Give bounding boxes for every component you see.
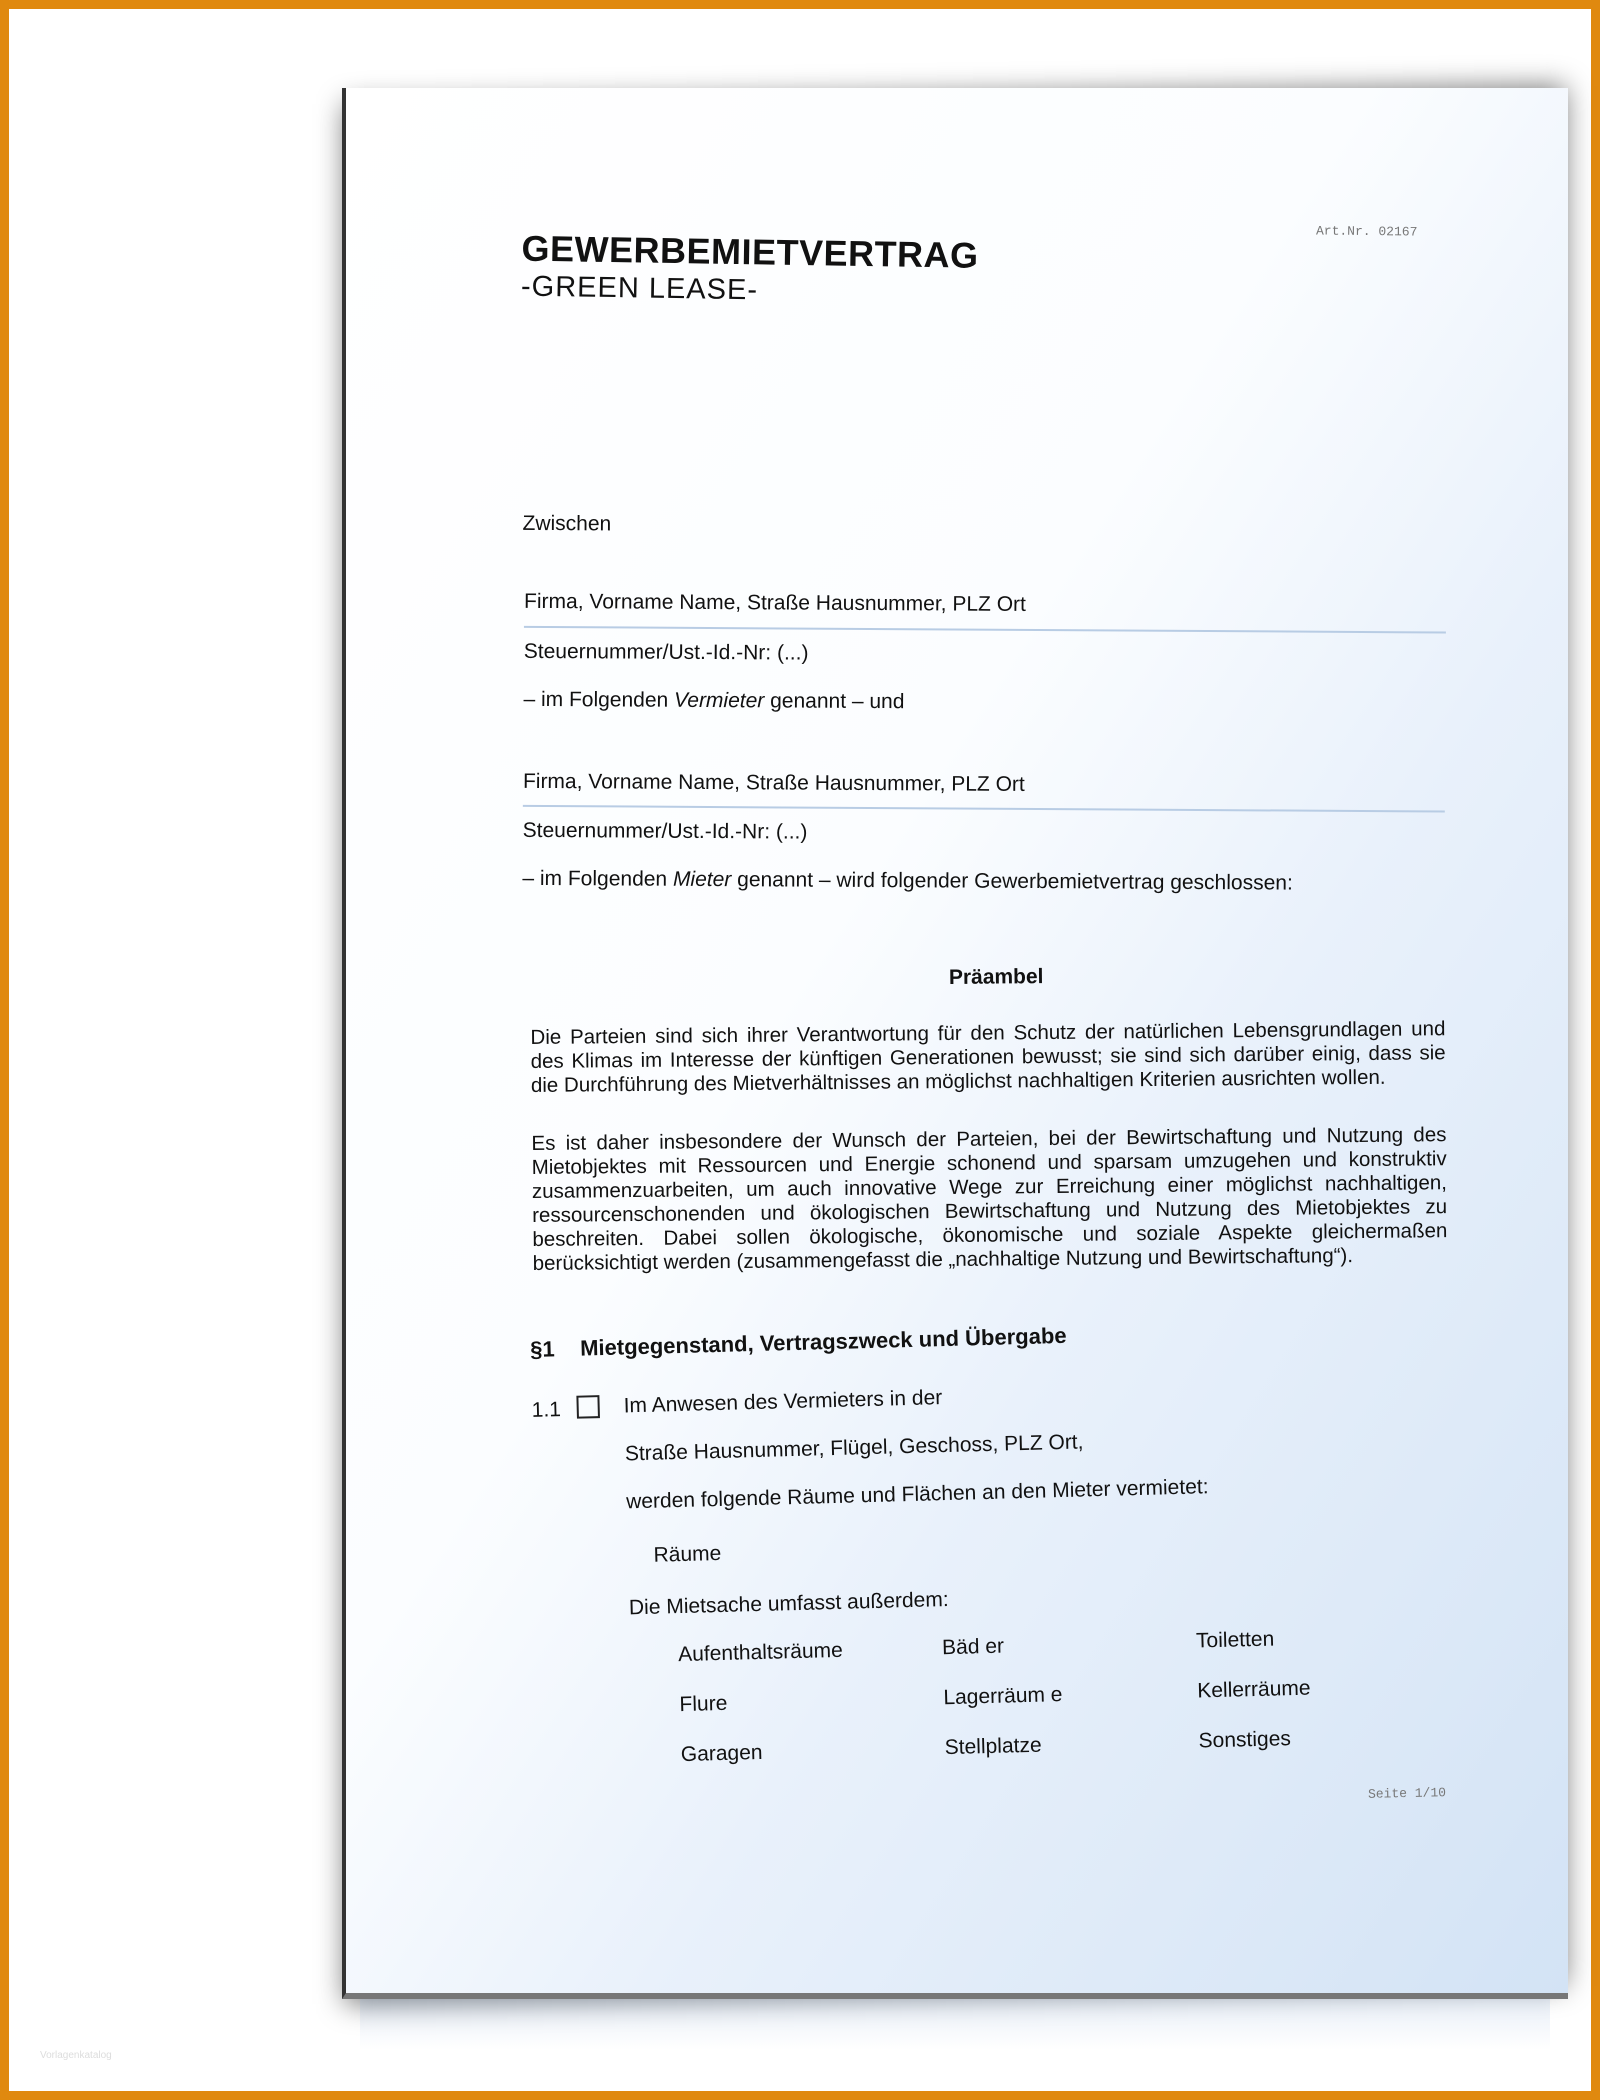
party1-address: Firma, Vorname Name, Straße Hausnummer, PLZ Ort	[524, 589, 1026, 616]
col1-item: Aufenthaltsräume	[677, 1638, 844, 1667]
col3-item: Toiletten	[1195, 1627, 1275, 1653]
clause-line-1: Im Anwesen des Vermieters in der	[623, 1386, 943, 1418]
party2-address: Firma, Vorname Name, Straße Hausnummer, PLZ Ort	[522, 769, 1025, 796]
party1-role-name: Vermieter	[674, 688, 765, 713]
document-page	[342, 88, 1568, 1999]
document-content	[346, 88, 1568, 1993]
article-number: Art.Nr. 02167	[1315, 223, 1418, 240]
party1-role-suffix: genannt – und	[764, 689, 905, 714]
party2-tax: Steuernummer/Ust.-Id.-Nr: (...)	[522, 818, 808, 844]
col1-item: Garagen	[680, 1740, 763, 1767]
clause-checkbox[interactable]	[576, 1395, 600, 1419]
col1-item: Flure	[679, 1691, 728, 1717]
rooms-label: Räume	[653, 1541, 722, 1567]
between-label: Zwischen	[522, 511, 612, 536]
clause-line-2: Straße Hausnummer, Flügel, Geschoss, PLZ Ort,	[624, 1430, 1084, 1466]
preamble-heading: Präambel	[948, 965, 1044, 989]
col2-item: Bäd er	[941, 1634, 1005, 1660]
party2-role-prefix: – im Folgenden	[522, 866, 674, 891]
col3-item: Sonstiges	[1198, 1727, 1292, 1753]
col3-item: Kellerräume	[1197, 1676, 1311, 1703]
col2-item: Stellplatze	[944, 1733, 1042, 1760]
clause-line-3: werden folgende Räume und Flächen an den Mieter vermietet:	[625, 1475, 1209, 1514]
section1-heading: Mietgegenstand, Vertragszweck und Übergabe	[579, 1322, 1067, 1361]
watermark: Vorlagenkatalog	[40, 2050, 112, 2061]
page-number: Seite 1/10	[1367, 1785, 1447, 1802]
party1-tax: Steuernummer/Ust.-Id.-Nr: (...)	[523, 639, 809, 665]
preamble-paragraph-2: Es ist daher insbesondere der Wunsch der Parteien, bei der Bewirtschaftung und Nutzung des Mietobjektes mit Ressourcen und Energie schonend und sparsam umzugehen und konstruktiv zusammenzuarbeiten, um auch innovative Wege zur Erreichung einer möglichst nachhaltigen, ressourcenschonenden und ökologischen Bewirtschaftung und Nutzung des Mietobjektes zu beschreiten. Dabei sollen ökologische, ökonomische und soziale Aspekte gleichermaßen berücksichtigt werden (zusammengefasst die „nachhaltige Nutzung und Bewirtschaftung“).	[531, 1123, 1448, 1275]
clause-number: 1.1	[531, 1398, 562, 1422]
includes-label: Die Mietsache umfasst außerdem:	[628, 1588, 949, 1620]
col2-item: Lagerräum e	[943, 1683, 1063, 1710]
section1-block	[342, 88, 1568, 1999]
document-subtitle: -GREEN LEASE-	[520, 270, 759, 307]
page-reflection	[360, 1990, 1550, 2050]
section1-number: §1	[529, 1336, 555, 1362]
document-title: GEWERBEMIETVERTRAG	[521, 227, 979, 276]
party2-role-suffix: genannt – wird folgender Gewerbemietvertrag geschlossen:	[731, 868, 1293, 895]
party2-role-name: Mieter	[672, 867, 732, 892]
party1-role-prefix: – im Folgenden	[523, 687, 675, 712]
preamble-paragraph-1: Die Parteien sind sich ihrer Verantwortung für den Schutz der natürlichen Lebensgrundlagen und des Klimas im Interesse der künftigen Generationen bewusst; sie sind sich darüber einig, dass sie die Durchführung des Mietverhältnisses an möglichst nachhaltigen Kriterien ausrichten wollen.	[530, 1017, 1446, 1097]
